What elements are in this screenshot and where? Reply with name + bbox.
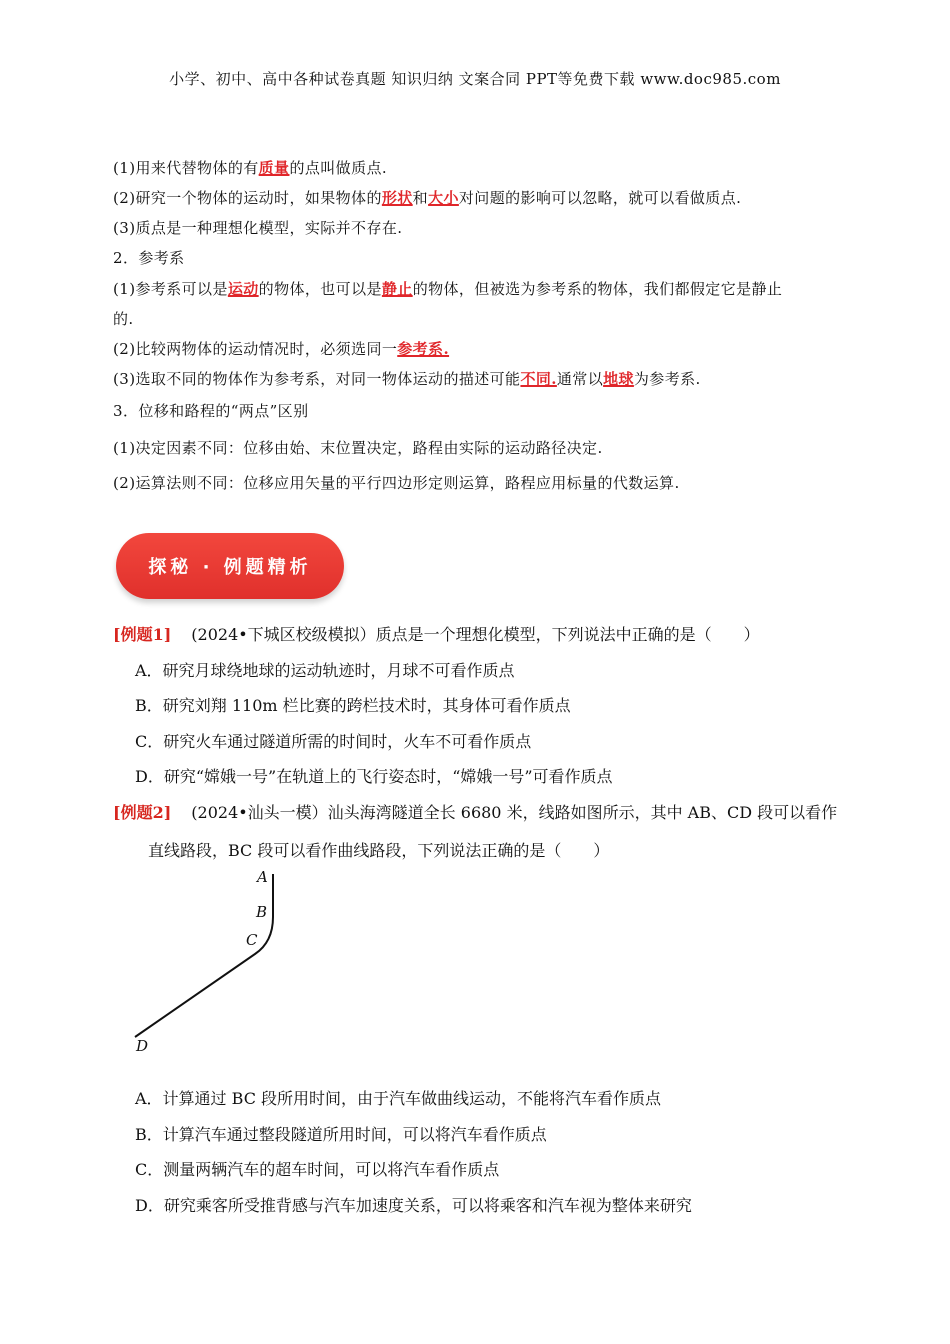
keyword-mass: 质量 bbox=[258, 159, 290, 177]
question-1-text: (2024•下城区校级模拟）质点是一个理想化模型，下列说法中正确的是（ ） bbox=[191, 625, 760, 644]
section-2-title: 2．参考系 bbox=[113, 249, 185, 267]
point-d-label: D bbox=[136, 1037, 149, 1055]
point-b-label: B bbox=[256, 903, 268, 921]
note-line-3: (3)质点是一种理想化模型，实际并不存在. bbox=[113, 219, 403, 237]
q1-option-d: D．研究“嫦娥一号”在轨道上的飞行姿态时，“嫦娥一号”可看作质点 bbox=[135, 767, 613, 786]
page-header: 小学、初中、高中各种试卷真题 知识归纳 文案合同 PPT等免费下载 www.doc985.com bbox=[169, 70, 781, 88]
question-2 bbox=[113, 800, 837, 823]
q1-option-c: C．研究火车通过隧道所需的时间时，火车不可看作质点 bbox=[135, 732, 532, 751]
route-line bbox=[135, 874, 273, 1037]
note-line-2: (2)研究一个物体的运动时，如果物体的形状和大小对问题的影响可以忽略，就可以看做质点. bbox=[113, 189, 742, 207]
q2-option-a: A．计算通过 BC 段所用时间，由于汽车做曲线运动，不能将汽车看作质点 bbox=[135, 1089, 662, 1108]
keyword-moving: 运动 bbox=[227, 280, 259, 298]
keyword-size: 大小 bbox=[428, 189, 459, 207]
tunnel-route-figure bbox=[125, 862, 295, 1062]
question-1-tag: [例题1] bbox=[113, 625, 172, 644]
note-line-4: (1)参考系可以是运动的物体，也可以是静止的物体，但被选为参考系的物体，我们都假定它是静止 bbox=[113, 280, 783, 298]
q1-option-b: B．研究刘翔 110m 栏比赛的跨栏技术时，其身体可看作质点 bbox=[135, 696, 571, 715]
keyword-shape: 形状 bbox=[381, 189, 413, 207]
question-2-tag: [例题2] bbox=[113, 803, 172, 822]
point-c-label: C bbox=[246, 931, 258, 949]
keyword-reference-frame: 参考系. bbox=[397, 340, 450, 358]
note-line-7: (1)决定因素不同：位移由始、末位置决定，路程由实际的运动路径决定. bbox=[113, 439, 603, 457]
note-line-4-cont: 的. bbox=[113, 310, 134, 328]
q2-option-d: D．研究乘客所受推背感与汽车加速度关系，可以将乘客和汽车视为整体来研究 bbox=[135, 1196, 692, 1215]
note-line-8: (2)运算法则不同：位移应用矢量的平行四边形定则运算，路程应用标量的代数运算. bbox=[113, 474, 680, 492]
note-line-5: (2)比较两物体的运动情况时，必须选同一参考系. bbox=[113, 340, 450, 358]
keyword-static: 静止 bbox=[381, 280, 413, 298]
section-3-title: 3．位移和路程的“两点”区别 bbox=[113, 402, 309, 420]
question-1 bbox=[113, 622, 760, 645]
keyword-different: 不同. bbox=[520, 370, 557, 388]
q2-option-b: B．计算汽车通过整段隧道所用时间，可以将汽车看作质点 bbox=[135, 1125, 547, 1144]
note-line-6: (3)选取不同的物体作为参考系，对同一物体运动的描述可能不同.通常以地球为参考系. bbox=[113, 370, 701, 388]
question-2-text-1: (2024•汕头一模）汕头海湾隧道全长 6680 米，线路如图所示，其中 AB、CD 段可以看作 bbox=[191, 803, 838, 822]
q1-option-a: A．研究月球绕地球的运动轨迹时，月球不可看作质点 bbox=[135, 661, 515, 680]
section-banner: 探秘 · 例题精析 bbox=[116, 533, 344, 599]
keyword-earth: 地球 bbox=[603, 370, 634, 388]
question-2-text-2: 直线路段，BC 段可以看作曲线路段，下列说法正确的是（ ） bbox=[148, 841, 610, 860]
q2-option-c: C．测量两辆汽车的超车时间，可以将汽车看作质点 bbox=[135, 1160, 500, 1179]
point-a-label: A bbox=[257, 868, 268, 886]
note-line-1: (1)用来代替物体的有质量的点叫做质点. bbox=[113, 159, 388, 177]
